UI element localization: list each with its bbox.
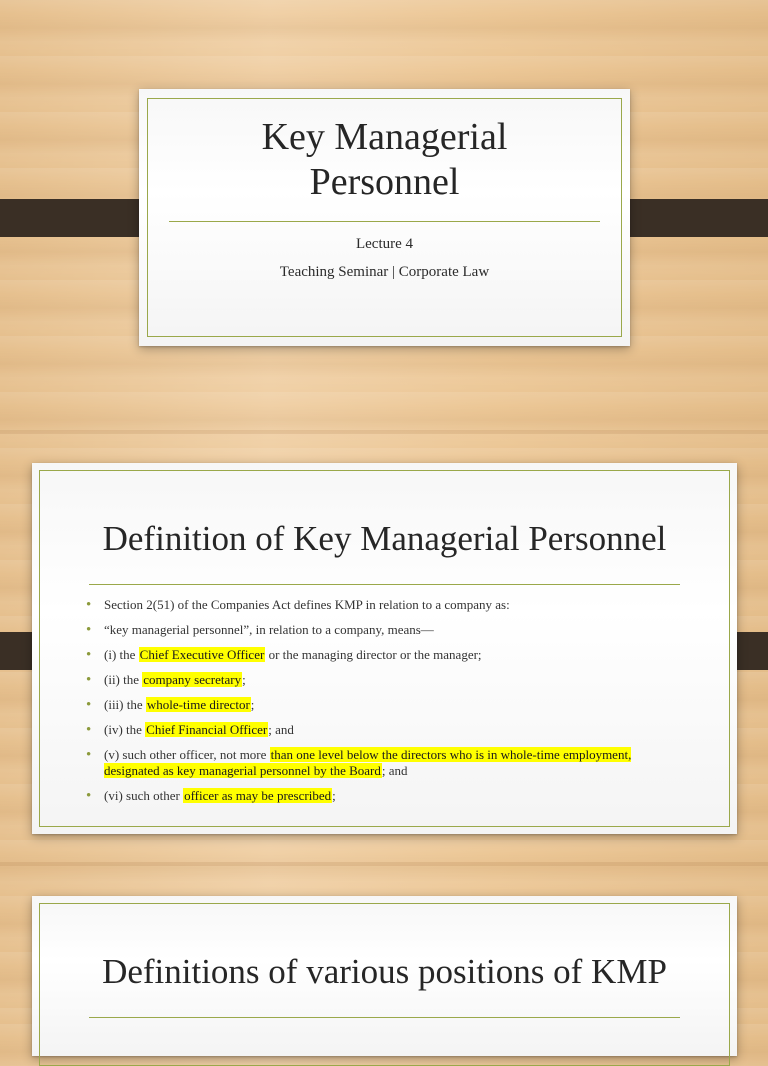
bullet-text: or the managing director or the manager;: [265, 647, 482, 662]
bullet-text: (iii) the: [104, 697, 146, 712]
bullet-text: ;: [242, 672, 246, 687]
bullet-text: (vi) such other: [104, 788, 184, 803]
definition-heading: Definition of Key Managerial Personnel: [102, 519, 667, 558]
heading-divider: [89, 1017, 680, 1018]
bullet-text: (iv) the: [104, 722, 146, 737]
highlighted-text: officer as may be prescribed: [184, 788, 332, 803]
slide-title-heading: [139, 115, 630, 205]
definition-bullet: [86, 788, 656, 804]
highlighted-text: Chief Financial Officer: [146, 722, 268, 737]
course-name: Teaching Seminar | Corporate Law: [279, 264, 490, 280]
definition-bullet: [86, 622, 656, 638]
title-line-1: Key Managerial: [261, 116, 508, 158]
bullet-text: (v) such other officer, not more: [104, 747, 270, 762]
highlighted-text: than one level below the directors who is in whole-time employment, designated as key managerial personnel by the Board: [104, 747, 632, 778]
bullet-text: ; and: [268, 722, 294, 737]
wood-grain-band: [0, 430, 768, 434]
bullet-text: ;: [250, 697, 255, 712]
slide-title[interactable]: [139, 89, 630, 346]
bullet-text: Section 2(51) of the Companies Act defines KMP in relation to a company as:: [104, 597, 510, 612]
definition-bullet: [86, 722, 656, 738]
slide-positions[interactable]: [32, 896, 737, 1056]
definition-bullet: [86, 647, 656, 663]
heading-divider: [89, 584, 680, 585]
definition-bullet: [86, 747, 656, 779]
bullet-text: “key managerial personnel”, in relation to a company, means—: [104, 622, 434, 637]
binder-tab-left: [0, 199, 156, 237]
definition-bullet: [86, 597, 656, 613]
bullet-text: ; and: [381, 763, 408, 778]
binder-tab-right: [612, 199, 768, 237]
highlighted-text: whole-time director: [146, 697, 250, 712]
positions-heading: Definitions of various positions of KMP: [102, 952, 667, 991]
title-divider: [169, 221, 600, 222]
lecture-number: Lecture 4: [355, 236, 414, 252]
definition-bullet: [86, 697, 656, 713]
bullet-text: (i) the: [104, 647, 139, 662]
bullet-text: (ii) the: [104, 672, 143, 687]
definition-bullet: [86, 672, 656, 688]
highlighted-text: Chief Executive Officer: [139, 647, 265, 662]
title-line-2: Personnel: [309, 160, 460, 203]
wood-grain-band: [0, 862, 768, 866]
bullet-text: ;: [332, 788, 336, 803]
highlighted-text: company secretary: [143, 672, 242, 687]
definition-bullet-list: [86, 597, 656, 813]
